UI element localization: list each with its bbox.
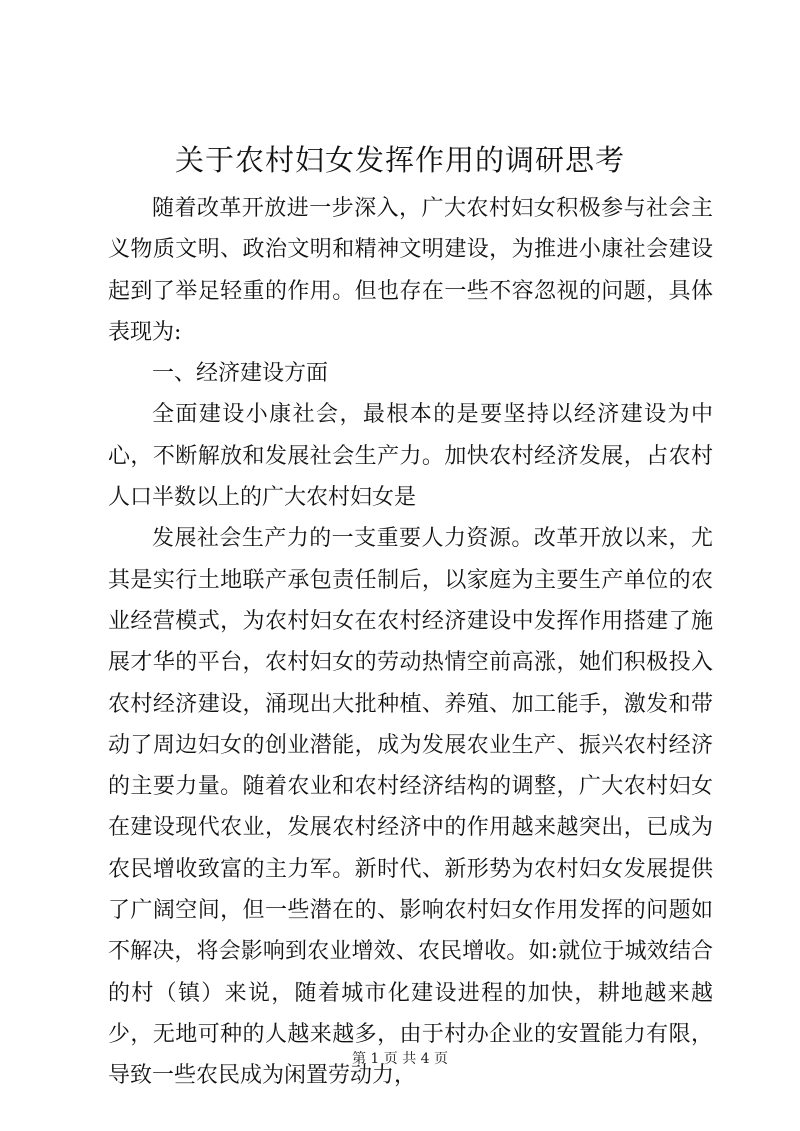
document-title: 关于农村妇女发挥作用的调研思考 <box>174 143 625 177</box>
document-body <box>108 188 713 1097</box>
page-footer: 第 1 页 共 4 页 <box>351 1051 449 1067</box>
section-heading-economy: 一、经济建设方面 <box>152 361 329 387</box>
paragraph-intro: 随着改革开放进一步深入，广大农村妇女积极参与社会主义物质文明、政治文明和精神文明建设，为推进小康社会建设起到了举足轻重的作用。但也存在一些不容忽视的问题，具体表现为: <box>108 196 713 345</box>
paragraph-economy-1: 全面建设小康社会，最根本的是要坚持以经济建设为中心，不断解放和发展社会生产力。加快农村经济发展，占农村人口半数以上的广大农村妇女是 <box>108 402 713 511</box>
paragraph-economy-2: 发展社会生产力的一支重要人力资源。改革开放以来，尤其是实行土地联产承包责任制后，以家庭为主要生产单位的农业经营模式，为农村妇女在农村经济建设中发挥作用搭建了施展才华的平台，农村妇女的劳动热情空前高涨，她们积极投入农村经济建设，涌现出大批种植、养殖、加工能手，激发和带动了周边妇女的创业潜能，成为发展农业生产、振兴农村经济的主要力量。随着农业和农村经济结构的调整，广大农村妇女在建设现代农业，发展农村经济中的作用越来越突出，已成为农民增收致富的主力军。新时代、新形势为农村妇女发展提供了广阔空间，但一些潜在的、影响农村妇女作用发挥的问题如不解决，将会影响到农业增效、农民增收。如:就位于城效结合的村（镇）来说，随着城市化建设进程的加快，耕地越来越少，无地可种的人越来越多，由于村办企业的安置能力有限，导致一些农民成为闲置劳动力， <box>108 526 713 1089</box>
